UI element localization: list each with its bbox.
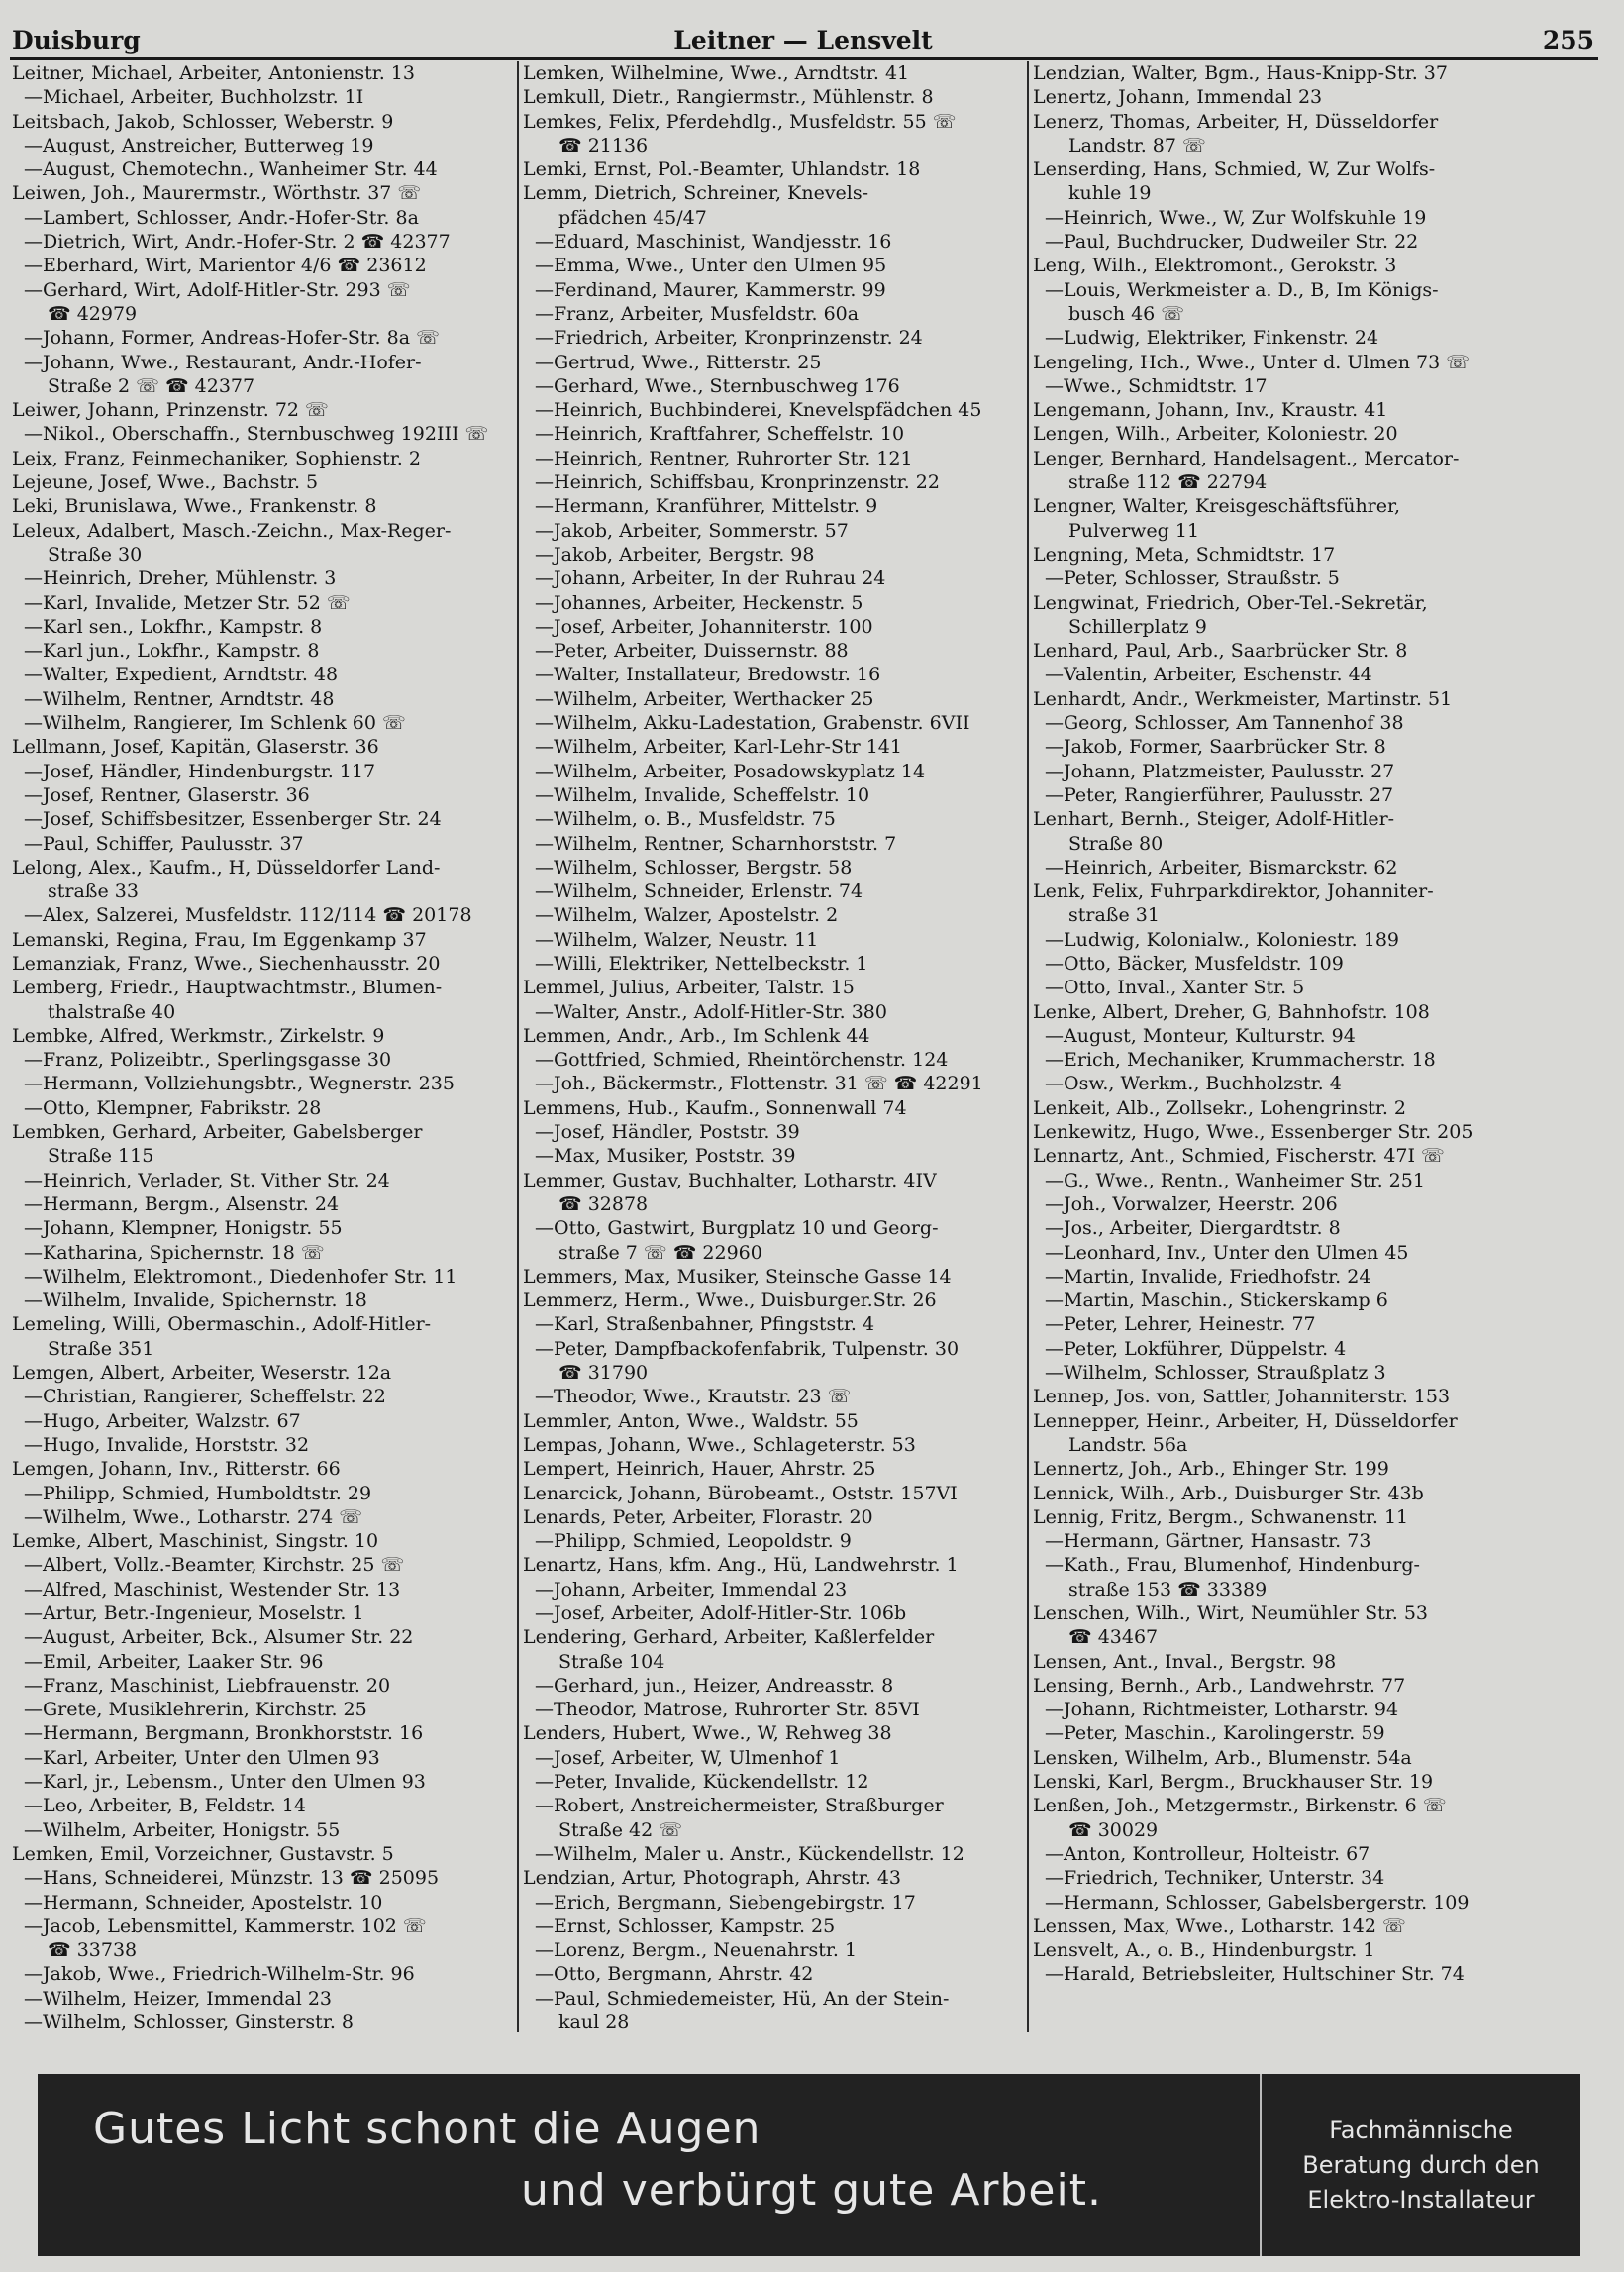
directory-entry-line: Lennig, Fritz, Bergm., Schwanenstr. 11 [1033,1505,1409,1528]
directory-entry-line: —Theodor, Matrose, Ruhrorter Str. 85VI [535,1699,920,1721]
directory-entry-line: Straße 42 ☏ [558,1818,683,1841]
header-rule [10,57,1598,60]
directory-entry-line: Lenk, Felix, Fuhrparkdirektor, Johanniter- [1033,880,1434,903]
directory-entry-line: Lennartz, Ant., Schmied, Fischerstr. 47I ☏ [1033,1145,1445,1168]
directory-entry-line: ☎ 43467 [1068,1626,1159,1649]
directory-entry-line: Lejeune, Josef, Wwe., Bachstr. 5 [12,471,319,494]
directory-entry-line: —Wilhelm, Invalide, Scheffelstr. 10 [535,783,870,806]
directory-entry-line: —Paul, Buchdrucker, Dudweiler Str. 22 [1045,231,1419,254]
directory-entry-line: Lenßen, Joh., Metzgermstr., Birkenstr. 6 ☏ [1033,1795,1447,1817]
directory-entry-line: —Hermann, Bergm., Alsenstr. 24 [24,1192,340,1215]
directory-entry-line: —Lorenz, Bergm., Neuenahrstr. 1 [535,1939,858,1962]
directory-entry-line: Landstr. 87 ☏ [1068,134,1206,156]
directory-entry-line: —Franz, Polizeibtr., Sperlingsgasse 30 [24,1049,392,1072]
directory-entry-line: Straße 115 [48,1145,154,1168]
directory-entry-line: —Peter, Lokführer, Düppelstr. 4 [1045,1337,1347,1360]
directory-entry-line: —Alex, Salzerei, Musfeldstr. 112/114 ☎ 20178 [24,904,472,927]
directory-entry-line: Lendering, Gerhard, Arbeiter, Kaßlerfelder [523,1626,935,1649]
directory-entry-line: —Willi, Elektriker, Nettelbeckstr. 1 [535,952,868,975]
directory-column-3 [1033,61,1605,2032]
directory-entry-line: —Ferdinand, Maurer, Kammerstr. 99 [535,278,886,301]
directory-entry-line: —G., Wwe., Rentn., Wanheimer Str. 251 [1045,1169,1425,1191]
directory-entry-line: —Ernst, Schlosser, Kampstr. 25 [535,1914,836,1937]
directory-entry-line: —Wilhelm, Elektromont., Diedenhofer Str. 11 [24,1265,457,1288]
directory-entry-line: —Karl jun., Lokfhr., Kampstr. 8 [24,640,320,663]
directory-entry-line: —Christian, Rangierer, Scheffelstr. 22 [24,1386,386,1408]
directory-entry-line: Lenke, Albert, Dreher, G, Bahnhofstr. 108 [1033,1000,1430,1023]
directory-entry-line: Lemanski, Regina, Frau, Im Eggenkamp 37 [12,928,427,951]
directory-entry-line: —August, Anstreicher, Butterweg 19 [24,134,374,156]
directory-entry-line: Lengwinat, Friedrich, Ober-Tel.-Sekretär, [1033,591,1428,614]
directory-entry-line: —Johann, Klempner, Honigstr. 55 [24,1217,343,1240]
directory-entry-line: —Osw., Werkm., Buchholzstr. 4 [1045,1073,1342,1095]
directory-entry-line: pfädchen 45/47 [558,206,707,229]
directory-entry-line: Lennep, Jos. von, Sattler, Johanniterstr. 153 [1033,1386,1451,1408]
directory-entry-line: —Lambert, Schlosser, Andr.-Hofer-Str. 8a [24,206,419,229]
directory-entry-line: —Valentin, Arbeiter, Eschenstr. 44 [1045,664,1372,686]
directory-entry-line: —Alfred, Maschinist, Westender Str. 13 [24,1578,401,1601]
directory-entry-line: —Hugo, Invalide, Horststr. 32 [24,1433,310,1456]
directory-entry-line: kaul 28 [558,2012,630,2032]
directory-column-1 [12,61,515,2032]
directory-entry-line: —Heinrich, Wwe., W, Zur Wolfskuhle 19 [1045,206,1427,229]
directory-entry-line: Leitner, Michael, Arbeiter, Antonienstr. 13 [12,62,415,84]
directory-entry-line: Lenertz, Johann, Immendal 23 [1033,86,1323,109]
directory-entry-line: —Hans, Schneiderei, Münzstr. 13 ☎ 25095 [24,1867,440,1890]
directory-entry-line: —Gerhard, Wirt, Adolf-Hitler-Str. 293 ☏ [24,278,411,301]
directory-entry-line: —Leonhard, Inv., Unter den Ulmen 45 [1045,1241,1409,1264]
directory-entry-line: —Wilhelm, Wwe., Lotharstr. 274 ☏ [24,1505,363,1528]
directory-entry-line: —Georg, Schlosser, Am Tannenhof 38 [1045,712,1404,735]
directory-entry-line: Lenarcick, Johann, Bürobeamt., Oststr. 157VI [523,1482,958,1504]
directory-entry-line: straße 31 [1068,904,1160,927]
directory-entry-line: —Wilhelm, Rentner, Scharnhorststr. 7 [535,832,897,855]
directory-entry-line: Straße 104 [558,1650,665,1673]
directory-entry-line: —Hermann, Gärtner, Hansastr. 73 [1045,1530,1371,1553]
ad-side-line-3: Elektro-Installateur [1307,2186,1535,2214]
directory-entry-line: —Joh., Bäckermstr., Flottenstr. 31 ☏ ☎ 42291 [535,1073,983,1095]
directory-entry-line: Lengeling, Hch., Wwe., Unter d. Ulmen 73 ☏ [1033,351,1470,373]
directory-entry-line: —Otto, Gastwirt, Burgplatz 10 und Georg- [535,1217,939,1240]
directory-entry-line: —Jacob, Lebensmittel, Kammerstr. 102 ☏ [24,1914,427,1937]
directory-entry-line: —August, Arbeiter, Bck., Alsumer Str. 22 [24,1626,414,1649]
directory-entry-line: Lenhart, Bernh., Steiger, Adolf-Hitler- [1033,808,1395,831]
directory-entry-line: —Hugo, Arbeiter, Walzstr. 67 [24,1409,301,1432]
directory-entry-line: Lembke, Alfred, Werkmstr., Zirkelstr. 9 [12,1024,385,1047]
directory-entry-line: Lemmer, Gustav, Buchhalter, Lotharstr. 4IV [523,1169,937,1191]
directory-entry-line: Lemken, Wilhelmine, Wwe., Arndtstr. 41 [523,62,910,84]
directory-entry-line: —Jos., Arbeiter, Diergardtstr. 8 [1045,1217,1341,1240]
directory-entry-line: —Peter, Rangierführer, Paulusstr. 27 [1045,783,1394,806]
directory-entry-line: —Josef, Händler, Poststr. 39 [535,1121,800,1144]
directory-entry-line: —Heinrich, Schiffsbau, Kronprinzenstr. 22 [535,471,940,494]
directory-entry-line: Lenders, Hubert, Wwe., W, Rehweg 38 [523,1722,892,1745]
directory-entry-line: —Karl, jr., Lebensm., Unter den Ulmen 93 [24,1771,426,1794]
directory-entry-line: Straße 351 [48,1337,154,1360]
page-number: 255 [1542,26,1594,54]
directory-entry-line: —Heinrich, Buchbinderei, Knevelspfädchen 45 [535,399,982,422]
directory-entry-line: —Heinrich, Kraftfahrer, Scheffelstr. 10 [535,423,905,446]
directory-entry-line: Lenschen, Wilh., Wirt, Neumühler Str. 53 [1033,1602,1428,1624]
directory-entry-line: —Wilhelm, Rentner, Arndtstr. 48 [24,687,335,710]
directory-entry-line: —Josef, Arbeiter, Adolf-Hitler-Str. 106b [535,1602,907,1624]
directory-entry-line: —Franz, Arbeiter, Musfeldstr. 60a [535,302,860,325]
directory-entry-line: —Wilhelm, Schneider, Erlenstr. 74 [535,880,863,903]
directory-entry-line: —Johann, Former, Andreas-Hofer-Str. 8a ☏ [24,327,440,350]
directory-entry-line: —Gottfried, Schmied, Rheintörchenstr. 124 [535,1049,949,1072]
directory-entry-line: Lengen, Wilh., Arbeiter, Koloniestr. 20 [1033,423,1398,446]
directory-entry-line: —Grete, Musiklehrerin, Kirchstr. 25 [24,1699,367,1721]
directory-entry-line: Lennertz, Joh., Arb., Ehinger Str. 199 [1033,1458,1389,1481]
directory-entry-line: Lempas, Johann, Wwe., Schlageterstr. 53 [523,1433,916,1456]
directory-entry-line: —Michael, Arbeiter, Buchholzstr. 1I [24,86,364,109]
directory-entry-line: —Wilhelm, Akku-Ladestation, Grabenstr. 6VII [535,712,970,735]
directory-entry-line: Pulverweg 11 [1068,519,1200,542]
directory-entry-line: —Wwe., Schmidtstr. 17 [1045,374,1268,397]
directory-entry-line: —Franz, Maschinist, Liebfrauenstr. 20 [24,1674,391,1697]
directory-entry-line: —Dietrich, Wirt, Andr.-Hofer-Str. 2 ☎ 42377 [24,231,451,254]
directory-entry-line: —Heinrich, Verlader, St. Vither Str. 24 [24,1169,390,1191]
directory-entry-line: Lemberg, Friedr., Hauptwachtmstr., Blumen- [12,977,443,999]
directory-entry-line: ☎ 42979 [48,302,138,325]
directory-entry-line: Lelong, Alex., Kaufm., H, Düsseldorfer Land- [12,856,441,878]
directory-entry-line: —Gertrud, Wwe., Ritterstr. 25 [535,351,822,373]
directory-entry-line: —Karl, Arbeiter, Unter den Ulmen 93 [24,1746,380,1769]
directory-entry-line: —Gerhard, Wwe., Sternbuschweg 176 [535,374,900,397]
directory-entry-line: thalstraße 40 [48,1000,176,1023]
directory-entry-line: Lenards, Peter, Arbeiter, Florastr. 20 [523,1505,873,1528]
directory-entry-line: —Ludwig, Kolonialw., Koloniestr. 189 [1045,928,1400,951]
directory-entry-line: Leiwer, Johann, Prinzenstr. 72 ☏ [12,399,329,422]
directory-entry-line: —Hermann, Bergmann, Bronkhorststr. 16 [24,1722,424,1745]
directory-entry-line: —Martin, Maschin., Stickerskamp 6 [1045,1290,1388,1312]
directory-entry-line: —Jakob, Arbeiter, Sommerstr. 57 [535,519,849,542]
directory-entry-line: —Kath., Frau, Blumenhof, Hindenburg- [1045,1554,1420,1577]
advertisement-banner [38,2074,1580,2256]
directory-entry-line: —Hermann, Kranführer, Mittelstr. 9 [535,495,878,518]
directory-entry-line: Leleux, Adalbert, Masch.-Zeichn., Max-Reger- [12,519,452,542]
directory-entry-line: —Karl, Straßenbahner, Pfingststr. 4 [535,1313,875,1336]
directory-entry-line: —Wilhelm, Arbeiter, Werthacker 25 [535,687,874,710]
directory-entry-line: Lenerz, Thomas, Arbeiter, H, Düsseldorfer [1033,110,1439,133]
ad-slogan-line-2: und verbürgt gute Arbeit. [521,2165,1102,2216]
directory-entry-line: ☎ 31790 [558,1362,649,1385]
directory-entry-line: Lemkull, Dietr., Rangiermstr., Mühlenstr. 8 [523,86,934,109]
directory-entry-line: —Karl sen., Lokfhr., Kampstr. 8 [24,615,323,638]
directory-entry-line: —Otto, Klempner, Fabrikstr. 28 [24,1096,322,1119]
directory-entry-line: Lemmers, Max, Musiker, Steinsche Gasse 14 [523,1265,952,1288]
directory-entry-line: Lensvelt, A., o. B., Hindenburgstr. 1 [1033,1939,1375,1962]
directory-entry-line: —Peter, Lehrer, Heinestr. 77 [1045,1313,1316,1336]
directory-entry-line: —Peter, Dampfbackofenfabrik, Tulpenstr. 30 [535,1337,960,1360]
directory-entry-line: —Wilhelm, Schlosser, Bergstr. 58 [535,856,853,878]
directory-entry-line: —Otto, Inval., Xanter Str. 5 [1045,977,1305,999]
directory-entry-line: —Hermann, Schneider, Apostelstr. 10 [24,1891,383,1913]
directory-entry-line: —Nikol., Oberschaffn., Sternbuschweg 192III ☏ [24,423,489,446]
directory-entry-line: ☎ 21136 [558,134,649,156]
directory-entry-line: —Wilhelm, Arbeiter, Posadowskyplatz 14 [535,760,926,782]
directory-entry-line: Lemeling, Willi, Obermaschin., Adolf-Hitler- [12,1313,432,1336]
directory-entry-line: straße 153 ☎ 33389 [1068,1578,1268,1601]
directory-entry-line: Lennick, Wilh., Arb., Duisburger Str. 43b [1033,1482,1424,1504]
directory-entry-line: Lendzian, Artur, Photograph, Ahrstr. 43 [523,1867,902,1890]
directory-entry-line: Lemmens, Hub., Kaufm., Sonnenwall 74 [523,1096,907,1119]
directory-entry-line: —Paul, Schmiedemeister, Hü, An der Stein- [535,1987,950,2010]
directory-column-2 [523,61,1025,2032]
directory-entry-line: kuhle 19 [1068,182,1152,205]
directory-entry-line: —August, Chemotechn., Wanheimer Str. 44 [24,158,438,181]
directory-entry-line: Straße 30 [48,543,143,566]
directory-entry-line: —Joh., Vorwalzer, Heerstr. 206 [1045,1192,1338,1215]
directory-entry-line: Lennepper, Heinr., Arbeiter, H, Düsseldorfer [1033,1409,1458,1432]
directory-entry-line: —Wilhelm, Walzer, Apostelstr. 2 [535,904,839,927]
directory-entry-line: Leng, Wilh., Elektromont., Gerokstr. 3 [1033,255,1397,277]
directory-entry-line: —Wilhelm, o. B., Musfeldstr. 75 [535,808,836,831]
directory-entry-line: —Leo, Arbeiter, B, Feldstr. 14 [24,1795,306,1817]
directory-entry-line: Lemkes, Felix, Pferdehdlg., Musfeldstr. 55 ☏ [523,110,957,133]
directory-entry-line: straße 7 ☏ ☎ 22960 [558,1241,762,1264]
directory-entry-line: —Theodor, Wwe., Krautstr. 23 ☏ [535,1386,852,1408]
directory-entry-line: —Hermann, Schlosser, Gabelsbergerstr. 109 [1045,1891,1470,1913]
directory-entry-line: Lemki, Ernst, Pol.-Beamter, Uhlandstr. 18 [523,158,921,181]
header-city: Duisburg [12,26,141,54]
directory-entry-line: Lenkewitz, Hugo, Wwe., Essenberger Str. 205 [1033,1121,1473,1144]
directory-entry-line: —Wilhelm, Schlosser, Ginsterstr. 8 [24,2012,354,2032]
ad-slogan-line-1: Gutes Licht schont die Augen [93,2104,761,2154]
directory-entry-line: —Albert, Vollz.-Beamter, Kirchstr. 25 ☏ [24,1554,405,1577]
directory-entry-line: —August, Monteur, Kulturstr. 94 [1045,1024,1356,1047]
directory-entry-line: ☎ 33738 [48,1939,138,1962]
directory-entry-line: —Heinrich, Rentner, Ruhrorter Str. 121 [535,447,913,469]
directory-entry-line: —Josef, Arbeiter, Johanniterstr. 100 [535,615,873,638]
directory-entry-line: —Katharina, Spichernstr. 18 ☏ [24,1241,325,1264]
directory-entry-line: —Wilhelm, Invalide, Spichernstr. 18 [24,1290,367,1312]
directory-entry-line: Leix, Franz, Feinmechaniker, Sophienstr. 2 [12,447,421,469]
directory-entry-line: —Artur, Betr.-Ingenieur, Moselstr. 1 [24,1602,364,1624]
directory-entry-line: Lengner, Walter, Kreisgeschäftsführer, [1033,495,1401,518]
directory-entry-line: —Eberhard, Wirt, Marientor 4/6 ☎ 23612 [24,255,427,277]
directory-entry-line: Lemken, Emil, Vorzeichner, Gustavstr. 5 [12,1842,394,1865]
directory-entry-line: Lellmann, Josef, Kapitän, Glaserstr. 36 [12,736,379,759]
column-divider [517,61,519,2032]
directory-entry-line: —Jakob, Former, Saarbrücker Str. 8 [1045,736,1386,759]
directory-entry-line: Straße 80 [1068,832,1164,855]
directory-entry-line: ☎ 32878 [558,1192,649,1215]
ad-side-line-1: Fachmännische [1329,2117,1513,2144]
directory-entry-line: —Otto, Bäcker, Musfeldstr. 109 [1045,952,1344,975]
directory-entry-line: Lengning, Meta, Schmidtstr. 17 [1033,543,1336,566]
directory-entry-line: straße 112 ☎ 22794 [1068,471,1268,494]
directory-entry-line: Leki, Brunislawa, Wwe., Frankenstr. 8 [12,495,377,518]
directory-entry-line: Lemanziak, Franz, Wwe., Siechenhausstr. 20 [12,952,441,975]
directory-entry-line: —Gerhard, jun., Heizer, Andreasstr. 8 [535,1674,894,1697]
directory-entry-line: Landstr. 56a [1068,1433,1188,1456]
directory-entry-line: —Johann, Wwe., Restaurant, Andr.-Hofer- [24,351,422,373]
directory-entry-line: —Emil, Arbeiter, Laaker Str. 96 [24,1650,324,1673]
directory-entry-line: Lensing, Bernh., Arb., Landwehrstr. 77 [1033,1674,1406,1697]
directory-entry-line: Lemgen, Johann, Inv., Ritterstr. 66 [12,1458,341,1481]
directory-entry-line: Lemgen, Albert, Arbeiter, Weserstr. 12a [12,1362,392,1385]
directory-entry-line: —Wilhelm, Schlosser, Straußplatz 3 [1045,1362,1386,1385]
directory-entry-line: —Otto, Bergmann, Ahrstr. 42 [535,1963,814,1986]
directory-entry-line: straße 33 [48,880,139,903]
directory-entry-line: Lenger, Bernhard, Handelsagent., Mercator- [1033,447,1460,469]
directory-entry-line: Lembken, Gerhard, Arbeiter, Gabelsberger [12,1121,423,1144]
directory-entry-line: —Josef, Arbeiter, W, Ulmenhof 1 [535,1746,841,1769]
directory-entry-line: —Heinrich, Dreher, Mühlenstr. 3 [24,568,337,590]
directory-entry-line: —Hermann, Vollziehungsbtr., Wegnerstr. 235 [24,1073,455,1095]
directory-entry-line: —Friedrich, Arbeiter, Kronprinzenstr. 24 [535,327,923,350]
ad-side-line-2: Beratung durch den [1302,2151,1540,2179]
directory-entry-line: —Peter, Arbeiter, Duissernstr. 88 [535,640,849,663]
directory-entry-line: —Philipp, Schmied, Humboldtstr. 29 [24,1482,372,1504]
directory-entry-line: —Wilhelm, Arbeiter, Karl-Lehr-Str 141 [535,736,902,759]
directory-entry-line: —Walter, Expedient, Arndtstr. 48 [24,664,339,686]
directory-entry-line: —Ludwig, Elektriker, Finkenstr. 24 [1045,327,1379,350]
directory-entry-line: —Max, Musiker, Poststr. 39 [535,1145,796,1168]
column-divider [1027,61,1029,2032]
directory-entry-line: Straße 2 ☏ ☎ 42377 [48,374,255,397]
directory-entry-line: Lempert, Heinrich, Hauer, Ahrstr. 25 [523,1458,876,1481]
directory-entry-line: —Erich, Mechaniker, Krummacherstr. 18 [1045,1049,1436,1072]
directory-entry-line: —Louis, Werkmeister a. D., B, Im Königs- [1045,278,1439,301]
directory-entry-line: Lenhard, Paul, Arb., Saarbrücker Str. 8 [1033,640,1408,663]
ad-side-box [1260,2074,1580,2256]
directory-entry-line: Lemm, Dietrich, Schreiner, Knevels- [523,182,869,205]
directory-entry-line: Lenartz, Hans, kfm. Ang., Hü, Landwehrstr. 1 [523,1554,959,1577]
directory-entry-line: —Josef, Schiffsbesitzer, Essenberger Str. 24 [24,808,442,831]
directory-entry-line: —Jakob, Wwe., Friedrich-Wilhelm-Str. 96 [24,1963,415,1986]
directory-entry-line: —Paul, Schiffer, Paulusstr. 37 [24,832,304,855]
directory-entry-line: —Walter, Installateur, Bredowstr. 16 [535,664,881,686]
directory-entry-line: ☎ 30029 [1068,1818,1159,1841]
directory-entry-line: —Josef, Händler, Hindenburgstr. 117 [24,760,376,782]
directory-entry-line: Lendzian, Walter, Bgm., Haus-Knipp-Str. 37 [1033,62,1448,84]
directory-entry-line: Lemmler, Anton, Wwe., Waldstr. 55 [523,1409,859,1432]
header-name-range: Leitner — Lensvelt [673,26,933,54]
directory-entry-line: —Johannes, Arbeiter, Heckenstr. 5 [535,591,863,614]
directory-entry-line: —Heinrich, Arbeiter, Bismarckstr. 62 [1045,856,1398,878]
directory-entry-line: —Wilhelm, Walzer, Neustr. 11 [535,928,819,951]
directory-entry-line: —Walter, Anstr., Adolf-Hitler-Str. 380 [535,1000,887,1023]
directory-entry-line: —Wilhelm, Heizer, Immendal 23 [24,1987,333,2010]
directory-entry-line: —Wilhelm, Rangierer, Im Schlenk 60 ☏ [24,712,406,735]
directory-entry-line: —Erich, Bergmann, Siebengebirgstr. 17 [535,1891,916,1913]
page-header [12,12,1594,52]
directory-entry-line: —Wilhelm, Maler u. Anstr., Kückendellstr. 12 [535,1842,964,1865]
directory-entry-line: —Friedrich, Techniker, Unterstr. 34 [1045,1867,1385,1890]
directory-entry-line: Lengemann, Johann, Inv., Kraustr. 41 [1033,399,1388,422]
directory-entry-line: —Martin, Invalide, Friedhofstr. 24 [1045,1265,1371,1288]
directory-entry-line: Lenski, Karl, Bergm., Bruckhauser Str. 19 [1033,1771,1434,1794]
directory-entry-line: —Eduard, Maschinist, Wandjesstr. 16 [535,231,892,254]
directory-entry-line: Schillerplatz 9 [1068,615,1207,638]
directory-entry-line: Lensen, Ant., Inval., Bergstr. 98 [1033,1650,1337,1673]
directory-entry-line: Lenhardt, Andr., Werkmeister, Martinstr. 51 [1033,687,1453,710]
directory-entry-line: Lemmerz, Herm., Wwe., Duisburger.Str. 26 [523,1290,937,1312]
directory-entry-line: Lemmel, Julius, Arbeiter, Talstr. 15 [523,977,855,999]
directory-entry-line: —Karl, Invalide, Metzer Str. 52 ☏ [24,591,351,614]
directory-entry-line: Leiwen, Joh., Maurermstr., Wörthstr. 37 ☏ [12,182,422,205]
directory-entry-line: —Johann, Platzmeister, Paulusstr. 27 [1045,760,1395,782]
directory-entry-line: Lemmen, Andr., Arb., Im Schlenk 44 [523,1024,870,1047]
directory-entry-line: —Peter, Maschin., Karolingerstr. 59 [1045,1722,1385,1745]
directory-entry-line: —Philipp, Schmied, Leopoldstr. 9 [535,1530,852,1553]
directory-entry-line: Lensken, Wilhelm, Arb., Blumenstr. 54a [1033,1746,1412,1769]
directory-entry-line: Lenkeit, Alb., Zollsekr., Lohengrinstr. 2 [1033,1096,1407,1119]
directory-entry-line: —Josef, Rentner, Glaserstr. 36 [24,783,310,806]
directory-entry-line: Lemke, Albert, Maschinist, Singstr. 10 [12,1530,379,1553]
directory-entry-line: —Anton, Kontrolleur, Holteistr. 67 [1045,1842,1370,1865]
directory-entry-line: —Johann, Richtmeister, Lotharstr. 94 [1045,1699,1399,1721]
directory-entry-line: Lenssen, Max, Wwe., Lotharstr. 142 ☏ [1033,1914,1406,1937]
directory-entry-line: Lenserding, Hans, Schmied, W, Zur Wolfs- [1033,158,1436,181]
directory-entry-line: —Jakob, Arbeiter, Bergstr. 98 [535,543,815,566]
directory-entry-line: —Robert, Anstreichermeister, Straßburger [535,1795,944,1817]
directory-entry-line: —Emma, Wwe., Unter den Ulmen 95 [535,255,887,277]
directory-entry-line: —Johann, Arbeiter, In der Ruhrau 24 [535,568,886,590]
directory-entry-line: —Peter, Invalide, Kückendellstr. 12 [535,1771,869,1794]
directory-entry-line: —Johann, Arbeiter, Immendal 23 [535,1578,848,1601]
directory-entry-line: Leitsbach, Jakob, Schlosser, Weberstr. 9 [12,110,394,133]
directory-entry-line: busch 46 ☏ [1068,302,1185,325]
directory-entry-line: —Wilhelm, Arbeiter, Honigstr. 55 [24,1818,341,1841]
directory-entry-line: —Peter, Schlosser, Straußstr. 5 [1045,568,1340,590]
directory-entry-line: —Harald, Betriebsleiter, Hultschiner Str. 74 [1045,1963,1465,1986]
